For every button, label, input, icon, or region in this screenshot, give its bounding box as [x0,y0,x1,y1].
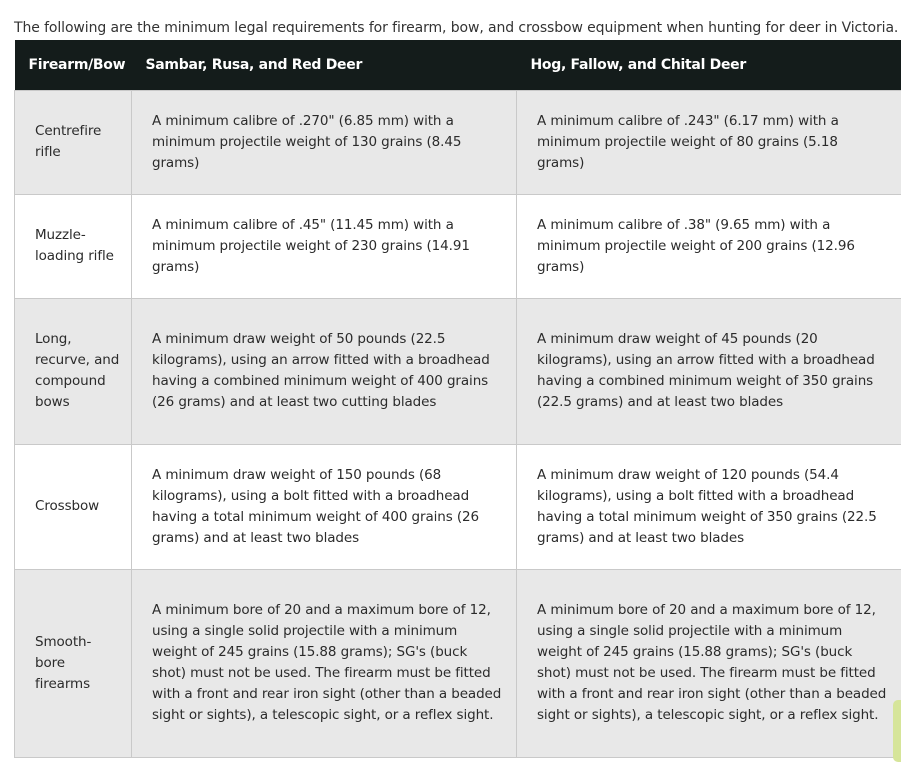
row-label: Smooth-bore firearms [15,569,132,757]
sambar-requirement: A minimum draw weight of 50 pounds (22.5 kilograms), using an arrow fitted with a broadhead having a combined minimum weight of 400 grains (26 grams) and at least two cutting blades [132,298,517,444]
row-label: Muzzle-loading rifle [15,194,132,298]
side-feedback-tab[interactable] [893,700,901,762]
hog-requirement: A minimum calibre of .38" (9.65 mm) with a minimum projectile weight of 200 grains (12.96 grams) [517,194,901,298]
header-firearm-bow: Firearm/Bow [28,56,126,73]
table-row [15,298,901,444]
row-label: Centrefire rifle [15,90,132,194]
table-row [15,90,901,194]
table-row [15,444,901,569]
hog-requirement: A minimum calibre of .243" (6.17 mm) with a minimum projectile weight of 80 grains (5.18 grams) [517,90,901,194]
header-hog-fallow-chital: Hog, Fallow, and Chital Deer [530,56,746,73]
requirements-table [14,40,901,758]
hog-requirement: A minimum bore of 20 and a maximum bore of 12, using a single solid projectile with a minimum weight of 245 grains (15.88 grams); SG's (buck shot) must not be used. The firearm must be fitted with a front and rear iron sight (other than a beaded sight or sights), a telescopic sight, or a reflex sight. [517,569,901,757]
header-row [15,40,901,90]
table-row [15,194,901,298]
hog-requirement: A minimum draw weight of 120 pounds (54.4 kilograms), using a bolt fitted with a broadhead having a total minimum weight of 350 grains (22.5 grams) and at least two blades [517,444,901,569]
sambar-requirement: A minimum calibre of .270" (6.85 mm) with a minimum projectile weight of 130 grains (8.45 grams) [132,90,517,194]
intro-text: The following are the minimum legal requirements for firearm, bow, and crossbow equipment when hunting for deer in Victoria. [14,20,899,36]
sambar-requirement: A minimum draw weight of 150 pounds (68 kilograms), using a bolt fitted with a broadhead having a total minimum weight of 400 grains (26 grams) and at least two blades [132,444,517,569]
table-row [15,569,901,757]
hog-requirement: A minimum draw weight of 45 pounds (20 kilograms), using an arrow fitted with a broadhead having a combined minimum weight of 350 grains (22.5 grams) and at least two blades [517,298,901,444]
sambar-requirement: A minimum bore of 20 and a maximum bore of 12, using a single solid projectile with a minimum weight of 245 grains (15.88 grams); SG's (buck shot) must not be used. The firearm must be fitted with a front and rear iron sight (other than a beaded sight or sights), a telescopic sight, or a reflex sight. [132,569,517,757]
table-body [15,90,901,757]
sambar-requirement: A minimum calibre of .45" (11.45 mm) with a minimum projectile weight of 230 grains (14.91 grams) [132,194,517,298]
row-label: Crossbow [15,444,132,569]
row-label: Long, recurve, and compound bows [15,298,132,444]
table-header [15,40,901,90]
header-sambar-rusa-red: Sambar, Rusa, and Red Deer [145,56,363,73]
